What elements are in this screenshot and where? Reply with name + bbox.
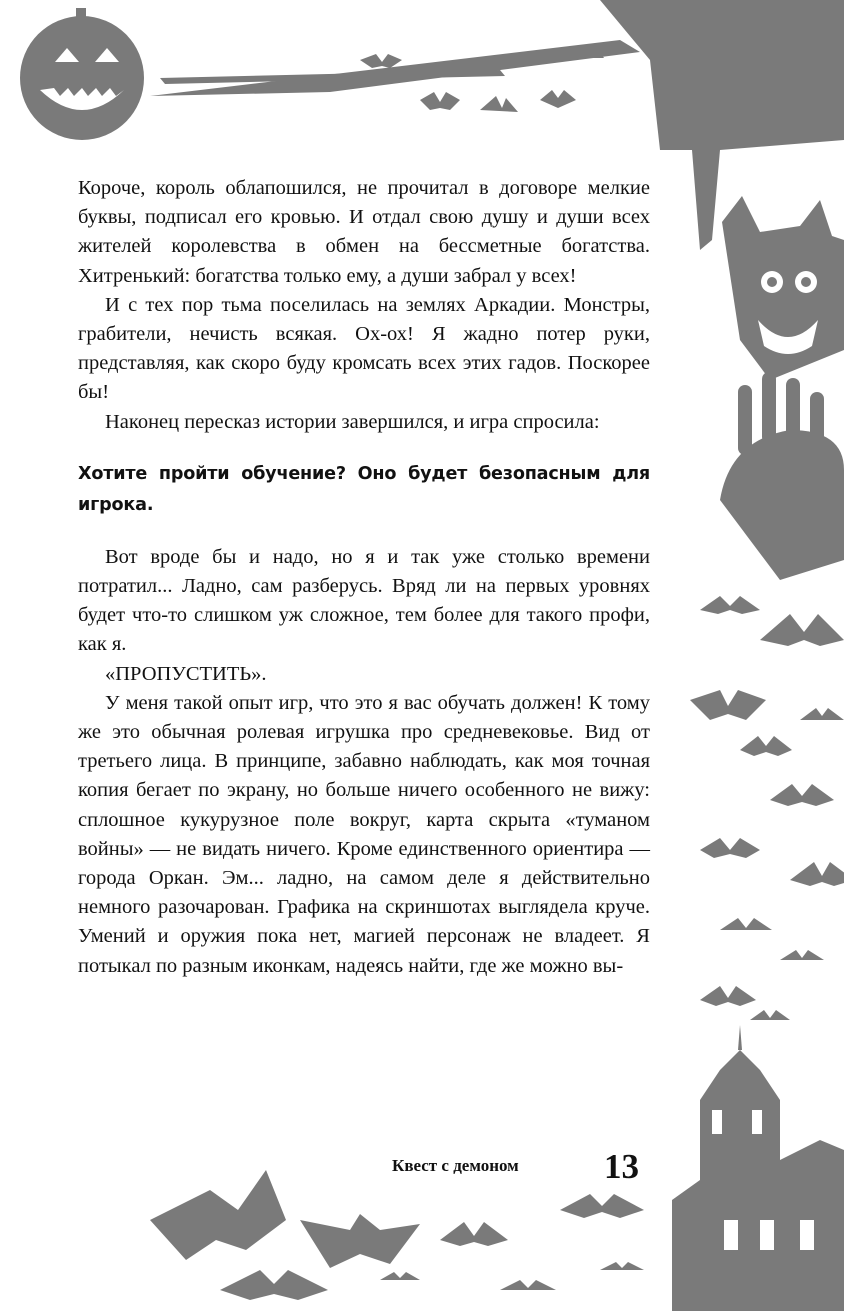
cat-icon [722, 196, 844, 380]
paragraph: У меня такой опыт игр, что это я вас обучать должен! К тому же это обычная ролевая игрушка про средневековье. Вид от третьего лица. В принципе, забавно наблюдать, как моя точная копия бегает по экрану, но больше ничего особенного не вижу: сплошное кукурузное поле вокруг, карта скрыта «туманом войны» — не видать ничего. Кроме единственного ориентира — города Оркан. Эм... ладно, на самом деле я действительно немного разочарован. Графика на скриншотах выглядела круче. Умений и оружия пока нет, магией персонаж не владеет. Я потыкал по разным иконкам, надеясь найти, где же можно вы- [78, 691, 650, 977]
running-footer-title: Квест с демоном [392, 1156, 519, 1175]
castle-icon [672, 1025, 844, 1311]
paragraph: Вот вроде бы и надо, но я и так уже столько времени потратил... Ладно, сам разберусь. Вряд ли на первых уровнях будет что-то слишком уж сложное, тем более для такого профи, как я. [78, 545, 650, 656]
bat-swarm [690, 596, 844, 1020]
paragraph: И с тех пор тьма поселилась на землях Аркадии. Монстры, грабители, нечисть всякая. Ох-ох! Я жадно потер руки, представляя, как скоро буду кромсать всех этих гадов. Поскорее бы! [78, 293, 650, 404]
bat-large [150, 1170, 286, 1260]
page-number: 13 [604, 1147, 639, 1186]
main-text [78, 174, 650, 981]
paragraph: «ПРОПУСТИТЬ». [105, 662, 267, 685]
paragraph: Наконец пересказ истории завершился, и игра спросила: [105, 410, 600, 433]
handprint-icon [720, 372, 844, 580]
paragraph: Короче, король облапошился, не прочитал в договоре мелкие буквы, подписал его кровью. И отдал свою душу и души всех жителей королевства в обмен на бессметные богатства. Хитренький: богатства только ему, а души забрал у всех! [78, 177, 650, 287]
system-message: Хотите пройти обучение? Оно будет безопасным для игрока. [78, 463, 650, 515]
pumpkin-icon [20, 8, 144, 140]
ink-splatter [150, 40, 640, 96]
